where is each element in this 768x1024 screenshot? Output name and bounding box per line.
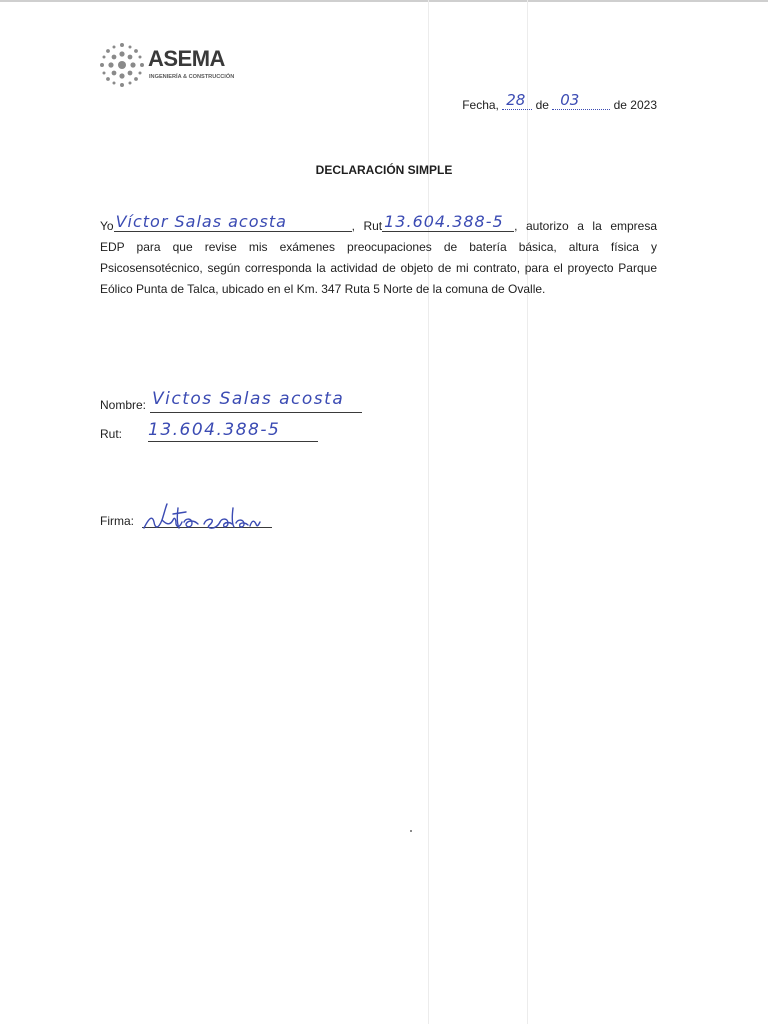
declarant-name-blank bbox=[114, 212, 352, 232]
company-tagline: INGENIERÍA & CONSTRUCCIÓN bbox=[149, 74, 235, 80]
firma-label: Firma: bbox=[100, 514, 134, 528]
nombre-label: Nombre: bbox=[100, 398, 147, 412]
date-year: de 2023 bbox=[613, 98, 657, 112]
asema-logo-icon bbox=[97, 40, 147, 90]
fold-line bbox=[527, 0, 528, 1024]
declarant-rut-blank bbox=[382, 212, 514, 232]
declaration-text: , autorizo a la empresa EDP para que revise mis exámenes preocupaciones de batería básica, altura física y Psicosensotécnico, según corresponda la actividad de objeto de mi contrato, para el proyecto Parque Eólico Punta de Talca, ubicado en el Km. 347 Ruta 5 Norte de la comuna de Ovalle. bbox=[100, 219, 657, 296]
company-logo bbox=[97, 40, 237, 90]
nombre-value: Victos Salas acosta bbox=[152, 389, 345, 409]
scan-speck bbox=[410, 830, 412, 832]
rut-value: 13.604.388-5 bbox=[148, 420, 281, 440]
scan-edge bbox=[0, 0, 768, 2]
date-day: 28 bbox=[506, 91, 526, 109]
nombre-underline bbox=[150, 412, 362, 413]
nombre-field bbox=[100, 389, 345, 412]
date-day-blank bbox=[502, 91, 532, 110]
rut-underline bbox=[148, 441, 318, 442]
date-month: 03 bbox=[560, 91, 580, 109]
declarant-name: Víctor Salas acosta bbox=[115, 212, 287, 231]
rut-field bbox=[100, 420, 281, 441]
declaration-rut-label: , Rut bbox=[351, 219, 383, 233]
firma-field bbox=[100, 514, 134, 528]
declaration-yo: Yo bbox=[100, 219, 114, 233]
declarant-rut: 13.604.388-5 bbox=[384, 212, 504, 231]
date-de: de bbox=[535, 98, 549, 112]
company-name: ASEMA bbox=[148, 46, 225, 71]
date-prefix: Fecha, bbox=[462, 98, 499, 112]
document-title: DECLARACIÓN SIMPLE bbox=[315, 163, 453, 177]
handwritten-signature bbox=[140, 498, 280, 538]
date-line bbox=[462, 91, 657, 112]
rut-label: Rut: bbox=[100, 427, 123, 441]
date-month-blank bbox=[552, 91, 610, 110]
declaration-paragraph bbox=[100, 212, 657, 300]
fold-line bbox=[428, 0, 429, 1024]
